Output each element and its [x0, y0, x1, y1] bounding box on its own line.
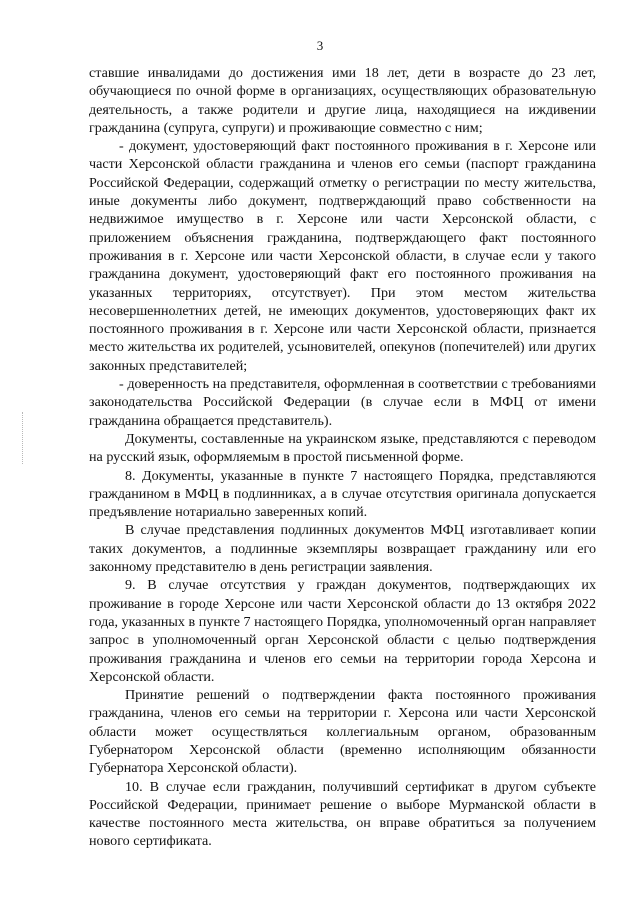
paragraph-original-documents: В случае представления подлинных документов МФЦ изготавливает копии таких документов, а подлинные экземпляры возвращает гражданину или его законному представителю в день регистрации заявления.: [89, 522, 596, 576]
paragraph-power-of-attorney: - доверенность на представителя, оформленная в соответствии с требованиями законодательства Российской Федерации (в случае если в МФЦ от имени гражданина обращается представитель).: [89, 376, 596, 429]
paragraph-item-10: 10. В случае если гражданин, получивший сертификат в другом субъекте Российской Федерации, принимает решение о выборе Мурманской области в качестве постоянного места жительства, он вправе обратиться за получением нового сертификата.: [89, 778, 596, 850]
paragraph-item-8: 8. Документы, указанные в пункте 7 настоящего Порядка, представляются гражданином в МФЦ в подлинниках, а в случае отсутствия оригинала допускается предъявление нотариально заверенных копий.: [89, 467, 596, 521]
scan-margin-mark: [22, 412, 24, 464]
page-number: 3: [316, 38, 324, 53]
paragraph-collegial-body: Принятие решений о подтверждении факта постоянного проживания гражданина, членов его семьи на территории г. Херсона или части Херсонской области может осуществляться коллегиальным органом, образованным Губернатором Херсонской области (временно исполняющим обязанности Губернатора Херсонской области).: [89, 687, 596, 777]
paragraph-residence-document: - документ, удостоверяющий факт постоянного проживания в г. Херсоне или части Херсонской области гражданина и членов его семьи (паспорт гражданина Российской Федерации, содержащий отметку о регистрации по месту жительства, иные документы либо документ, подтверждающий право собственности на недвижимое имущество в г. Херсоне или части Херсонской области, с приложением объяснения гражданина, подтверждающего факт постоянного проживания в г. Херсоне или части Херсонской области, в случае если у такого гражданина документ, удостоверяющий факт его постоянного проживания на указанных территориях, отсутствует). При этом местом жительства несовершеннолетних детей, не имеющих документов, удостоверяющих факт их постоянного проживания в г. Херсоне или части Херсонской области, признается место жительства их родителей, усыновителей, опекунов (попечителей) или других законных представителей;: [89, 138, 596, 374]
paragraph-ukrainian-documents: Документы, составленные на украинском языке, представляются с переводом на русский язык, оформляемым в простой письменной форме.: [89, 430, 596, 466]
paragraph-continuation: ставшие инвалидами до достижения ими 18 лет, дети в возрасте до 23 лет, обучающиеся по очной форме в организациях, осуществляющих образовательную деятельность, а также родители и другие лица, находящиеся на иждивении гражданина (супруга, супруги) и проживающие совместно с ним;: [89, 65, 596, 136]
document-body: [89, 64, 596, 851]
paragraph-item-9: 9. В случае отсутствия у граждан документов, подтверждающих их проживание в городе Херсоне или части Херсонской области до 13 октября 2022 года, указанных в пункте 7 настоящего Порядка, уполномоченный орган направляет запрос в уполномоченный орган Херсонской области с целью подтверждения проживания гражданина и членов его семьи на территории города Херсона и Херсонской области.: [89, 577, 596, 685]
